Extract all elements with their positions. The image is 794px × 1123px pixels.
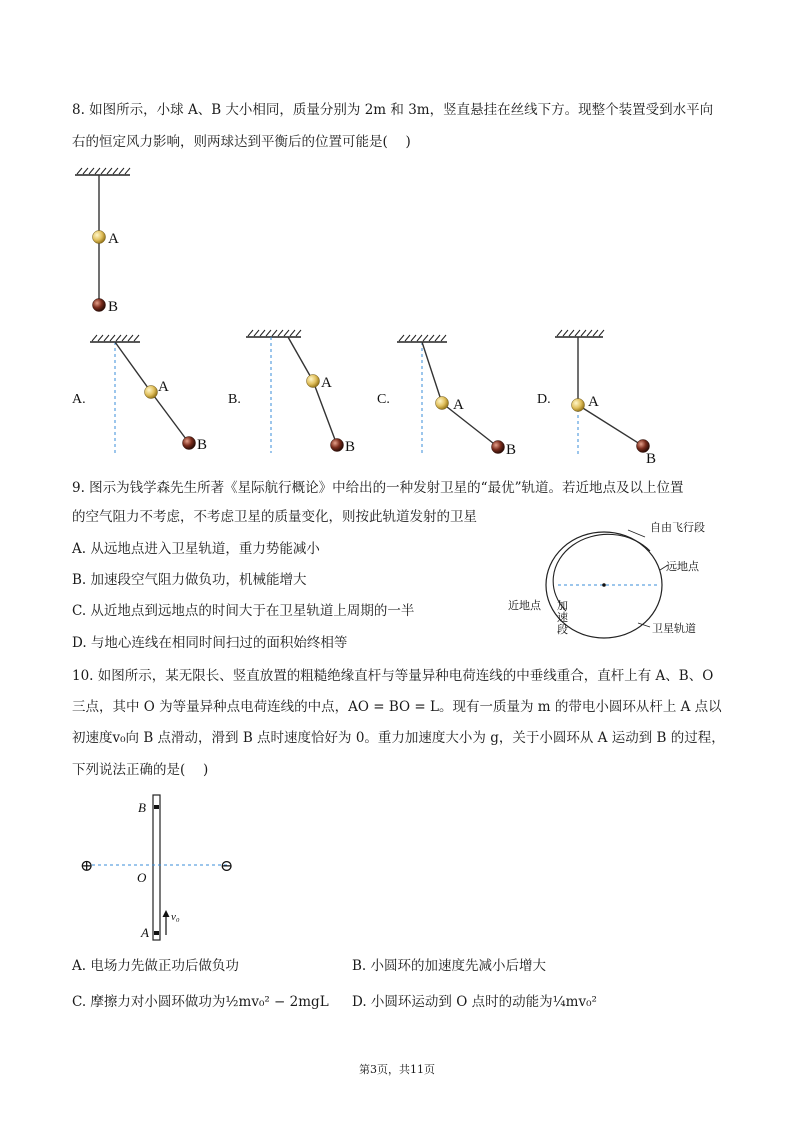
q8-option-a-figure [70,330,220,460]
option-key: C. [377,392,390,407]
q10-option-c: C. 摩擦力对小圆环做功为½mv₀² − 2mgL [72,994,329,1010]
label-b: B [138,800,146,815]
label-a: A [453,397,464,413]
q10-text-line3: 初速度v₀向 B 点滑动，滑到 B 点时速度恰好为 0。重力加速度大小为 g，关于小圆环从 A 运动到 B 的过程， [72,730,725,746]
label-a: A [141,925,149,940]
ceiling-hatch [75,168,130,175]
q9-option-c: C. 从近地点到远地点的时间大于在卫星轨道上周期的一半 [72,603,415,619]
negative-charge-icon: ⊖ [220,858,234,875]
option-key: B. [228,392,241,407]
ball-a [93,231,106,244]
label-free-flight: 自由飞行段 [650,522,705,534]
q9-text-line2: 的空气阻力不考虑，不考虑卫星的质量变化，则按此轨道发射的卫星 [72,509,477,525]
label-a: A [158,379,169,395]
velocity-arrow-icon [163,910,170,917]
q8-option-d-figure [535,325,685,465]
q8-text-line1: 8. 如图所示，小球 A、B 大小相同，质量分别为 2m 和 3m，竖直悬挂在丝线下方。现整个装置受到水平向 [72,102,714,118]
label-apogee: 远地点 [666,561,699,573]
label-b: B [108,299,119,315]
ball-b [93,299,106,312]
label-b: B [345,439,356,455]
label-b: B [197,437,208,453]
q8-main-figure [60,165,160,315]
label-a: A [588,394,599,410]
label-b: B [506,442,517,458]
q8-option-c-figure [375,330,525,462]
label-v0: v₀ [171,911,180,923]
label-accel-3: 段 [557,624,568,636]
q8-text-line2: 右的恒定风力影响，则两球达到平衡后的位置可能是( ) [72,134,411,150]
label-accel-1: 加 [557,600,568,612]
label-b: B [646,451,657,465]
label-perigee: 近地点 [508,600,541,612]
q10-figure [72,785,252,945]
q10-option-a: A. 电场力先做正功后做负功 [72,958,239,974]
q10-option-b: B. 小圆环的加速度先减小后增大 [352,958,547,974]
positive-charge-icon: ⊕ [80,858,94,875]
q10-text-line2: 三点，其中 O 为等量异种点电荷连线的中点，AO = BO = L。现有一质量为 m 的带电小圆环从杆上 A 点以 [72,699,722,715]
q8-option-b-figure [226,325,376,460]
label-a: A [321,375,332,391]
q9-option-b: B. 加速段空气阻力做负功，机械能增大 [72,572,307,588]
option-key: D. [537,392,551,407]
option-key: A. [72,392,86,407]
q10-text-line1: 10. 如图所示，某无限长、竖直放置的粗糙绝缘直杆与等量异种电荷连线的中垂线重合，直杆上有 A、B、O [72,668,714,684]
q10-text-line4: 下列说法正确的是( ) [72,762,209,778]
q9-option-d: D. 与地心连线在相同时间扫过的面积始终相等 [72,635,348,651]
q9-option-a: A. 从远地点进入卫星轨道，重力势能减小 [72,541,320,557]
insulating-rod [153,795,160,940]
label-o: O [137,870,147,885]
q9-orbit-figure [500,515,740,640]
label-orbit: 卫星轨道 [652,623,696,635]
label-a: A [108,231,119,247]
page-footer: 第3页，共11页 [359,1063,435,1076]
q10-option-d: D. 小圆环运动到 O 点时的动能为¼mv₀² [352,994,597,1010]
label-accel-2: 速 [557,612,568,624]
q9-text-line1: 9. 图示为钱学森先生所著《星际航行概论》中给出的一种发射卫星的“最优”轨道。若近地点及以上位置 [72,480,684,496]
